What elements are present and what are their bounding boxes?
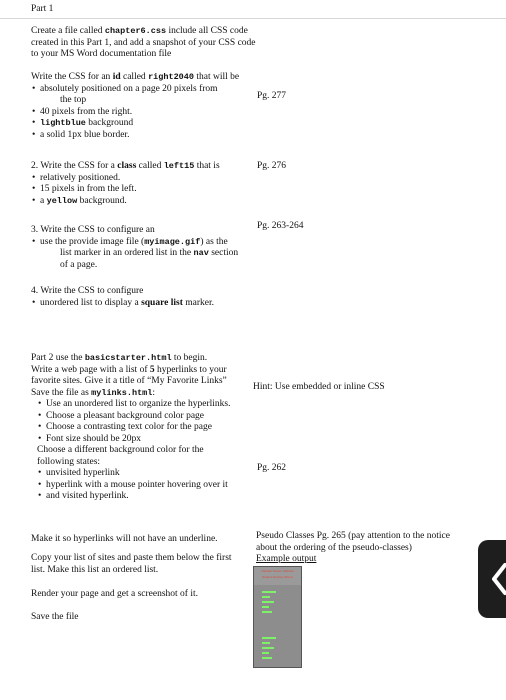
question-2-list bbox=[31, 173, 261, 208]
thumb-link bbox=[262, 642, 270, 644]
top-divider bbox=[0, 18, 506, 19]
part1-intro: Create a file called chapter6.css include all CSS code created in this Part 1, and add a snapshot of your CSS code to your MS Word documentation file bbox=[31, 26, 256, 59]
list-item: • lightblue background bbox=[31, 118, 261, 130]
hint-text: Hint: Use embedded or inline CSS bbox=[253, 382, 385, 392]
question-3-list bbox=[31, 237, 261, 272]
list-item: • 15 pixels in from the left. bbox=[31, 184, 261, 196]
question-4: 4. Write the CSS to configure • unordered list to display a square list marker. bbox=[31, 286, 261, 309]
list-item: • unvisited hyperlink bbox=[37, 468, 261, 480]
pseudo-classes-note: Pseudo Classes Pg. 265 (pay attention to the notice about the ordering of the pseudo-classes) Example output bbox=[256, 531, 478, 566]
chevron-left-icon bbox=[490, 562, 506, 596]
page-ref-277: Pg. 277 bbox=[257, 91, 287, 101]
thumb-link bbox=[262, 611, 272, 613]
list-item: • a solid 1px blue border. bbox=[31, 130, 261, 142]
question-3: 3. Write the CSS to configure an • use the provide image file (myimage.gif) as the list marker in an ordered list in the nav section of a page. bbox=[31, 225, 261, 271]
list-item: • Choose a pleasant background color page bbox=[37, 411, 261, 423]
list-item: the top bbox=[60, 95, 87, 105]
list-item: • Font size should be 20px bbox=[37, 434, 261, 446]
thumb-link bbox=[262, 606, 269, 608]
page-ref-276: Pg. 276 bbox=[257, 161, 287, 171]
side-panel-toggle[interactable] bbox=[478, 540, 506, 618]
part1-heading: Part 1 bbox=[31, 4, 54, 14]
thumb-subtitle: Student Section 201.xx bbox=[262, 575, 293, 579]
thumb-link bbox=[262, 601, 274, 603]
part2-list bbox=[31, 399, 261, 445]
states-list bbox=[31, 468, 261, 503]
render-note: Render your page and get a screenshot of it. bbox=[31, 589, 198, 599]
list-item: • a yellow background. bbox=[31, 196, 261, 208]
save-note: Save the file bbox=[31, 612, 79, 622]
list-item: • absolutely positioned on a page 20 pixels from bbox=[31, 84, 261, 96]
thumb-link bbox=[262, 652, 269, 654]
question-2: 2. Write the CSS for a class called left15 that is • relatively positioned. • 15 pixels in from the left. • a yellow background. bbox=[31, 161, 261, 207]
thumb-link bbox=[262, 647, 274, 649]
question-1-list bbox=[31, 84, 261, 142]
list-item: • Use an unordered list to organize the hyperlinks. bbox=[37, 399, 261, 411]
copy-note: Copy your list of sites and paste them below the first list. Make this list an ordered list. bbox=[31, 553, 232, 575]
list-item: list marker in an ordered list in the nav section bbox=[60, 248, 239, 258]
thumb-link bbox=[262, 591, 276, 593]
part2-block: Part 2 use the basicstarter.html to begin. Write a web page with a list of 5 hyperlinks to your favorite sites. Give it a title of “My Favorite Links” Save the file as mylinks.html: • Use an unordered list to organize the hyperlinks. • Choose a pleasant background color page • Choose a contrasting text color for the page • Font size should be 20px Choose a different background color for the following states: • unvisited hyperlink • hyperlink with a mouse pointer hovering over it • and visited hyperlink. bbox=[31, 353, 261, 503]
thumb-link bbox=[262, 657, 272, 659]
page-ref-262: Pg. 262 bbox=[257, 463, 287, 473]
question-4-list bbox=[31, 298, 261, 310]
page-ref-263: Pg. 263-264 bbox=[257, 221, 304, 231]
example-output-label: Example output bbox=[256, 554, 317, 564]
underline-note: Make it so hyperlinks will not have an underline. bbox=[31, 534, 218, 544]
list-item: • hyperlink with a mouse pointer hovering over it bbox=[37, 480, 261, 492]
example-output-thumbnail bbox=[253, 566, 302, 668]
list-item: • unordered list to display a square list marker. bbox=[31, 298, 261, 310]
list-item: of a page. bbox=[60, 259, 98, 270]
thumb-title: Michael Tecson Website bbox=[261, 569, 294, 573]
thumb-link bbox=[262, 596, 270, 598]
list-item: • and visited hyperlink. bbox=[37, 491, 261, 503]
list-item: • 40 pixels from the right. bbox=[31, 107, 261, 119]
thumb-link bbox=[262, 637, 276, 639]
question-1: Write the CSS for an id called right2040 that will be • absolutely positioned on a page 20 pixels from the top • 40 pixels from the right. • lightblue background • a solid 1px blue border. bbox=[31, 72, 261, 141]
list-item: • Choose a contrasting text color for the page bbox=[37, 422, 261, 434]
list-item: • relatively positioned. bbox=[31, 173, 261, 185]
list-item: • use the provide image file (myimage.gif) as the bbox=[31, 237, 261, 249]
